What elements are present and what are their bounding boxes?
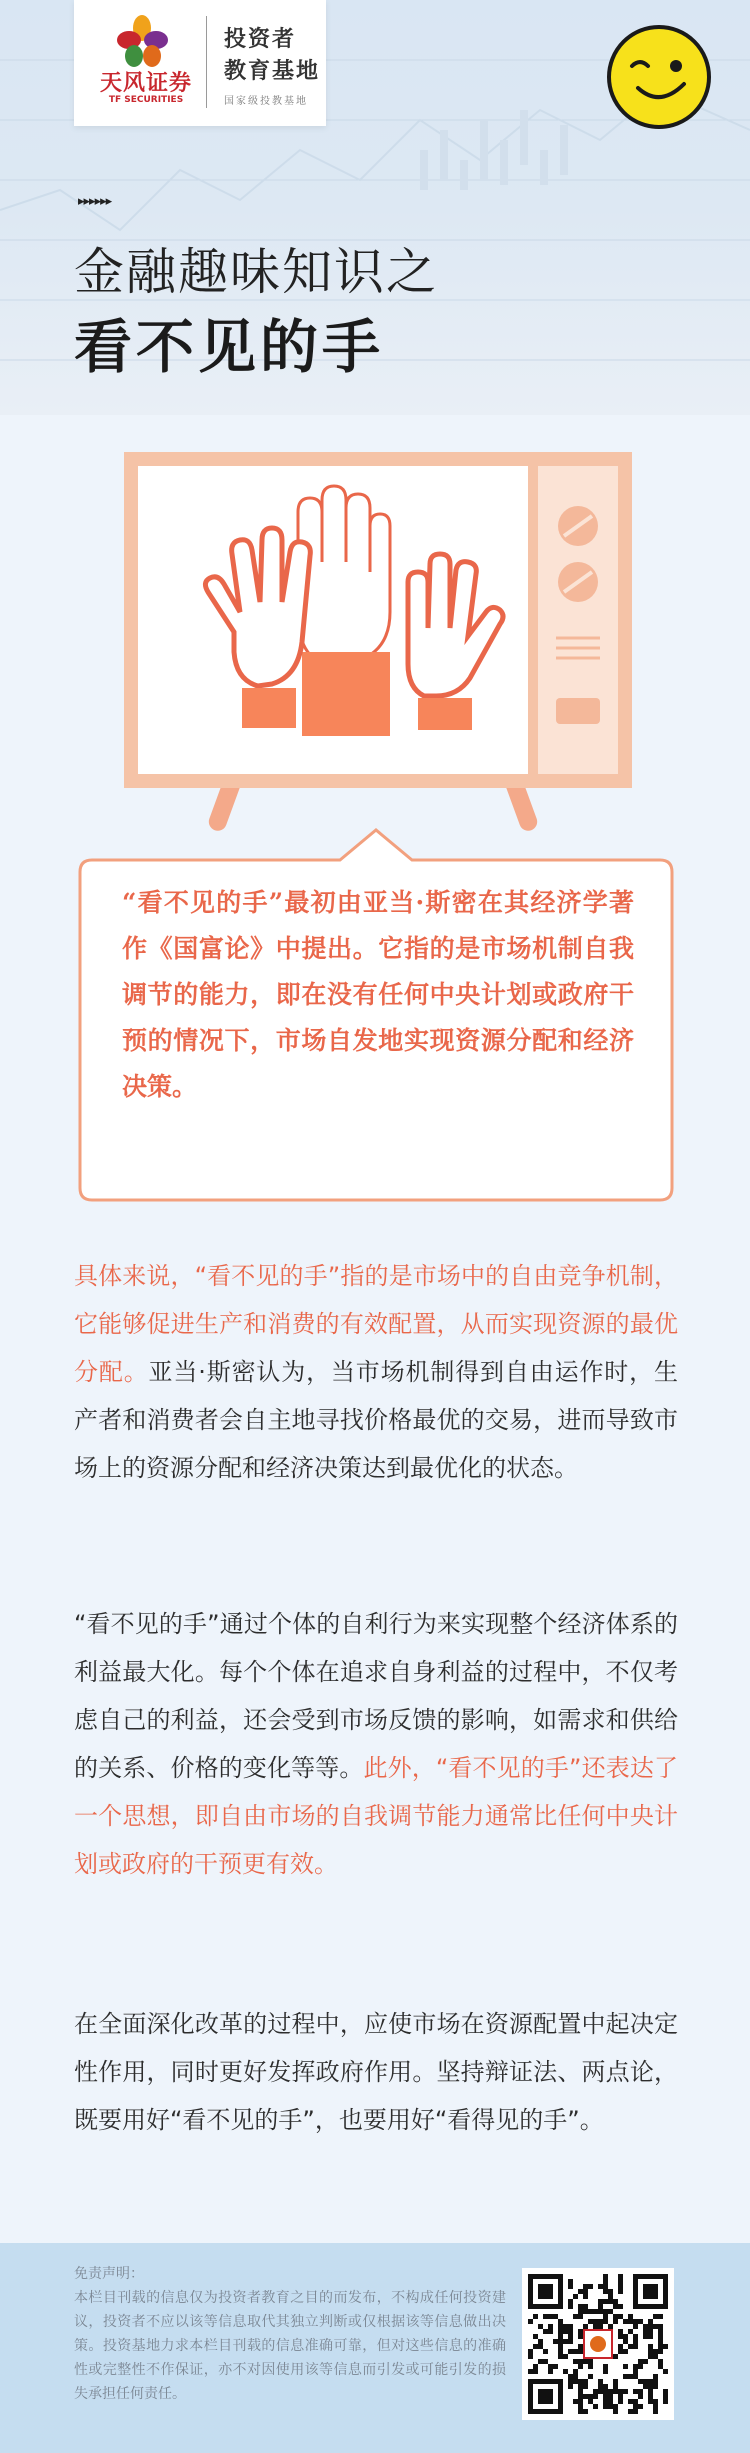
paragraph-3: 在全面深化改革的过程中，应使市场在资源配置中起决定性作用，同时更好发挥政府作用。坚持辩证法、两点论，既要用好“看不见的手”，也要用好“看得见的手”。: [74, 2010, 678, 2134]
callout-text: “看不见的手”最初由亚当·斯密在其经济学著作《国富论》中提出。它指的是市场机制自我调节的能力，即在没有任何中央计划或政府干预的情况下，市场自发地实现资源分配和经济决策。: [122, 888, 634, 1101]
paragraph-1: [74, 1252, 678, 1492]
winking-smiley-icon: [604, 22, 714, 132]
paragraph-2: [74, 1600, 678, 1888]
brand-name-en: TF SECURITIES: [108, 95, 184, 105]
disclaimer: [74, 2262, 506, 2406]
brand-logo-card: [74, 0, 326, 126]
paragraph-2-highlight: 此外，“看不见的手”还表达了一个思想，即自由市场的自我调节能力通常比任何中央计划或政府的干预更有效。: [74, 1754, 678, 1878]
paragraph-1-text: 亚当·斯密认为，当市场机制得到自由运作时，生产者和消费者会自主地寻找价格最优的交易，进而导致市场上的资源分配和经济决策达到最优化的状态。: [74, 1358, 678, 1482]
edu-base-line1: 投资者: [224, 27, 297, 52]
disclaimer-title: 免责声明：: [74, 2266, 144, 2282]
disclaimer-text: 本栏目刊载的信息仅为投资者教育之目的而发布，不构成任何投资建议，投资者不应以该等信息取代其独立判断或仅根据该等信息做出决策。投资基地力求本栏目刊载的信息准确可靠，但对这些信息的准确性或完整性不作保证，亦不对因使用该等信息而引发或可能引发的损失承担任何责任。: [74, 2290, 506, 2402]
paragraph-2-text: “看不见的手”通过个体的自利行为来实现整个经济体系的利益最大化。每个个体在追求自身利益的过程中，不仅考虑自己的利益，还会受到市场反馈的影响，如需求和供给的关系、价格的变化等等。: [74, 1610, 678, 1782]
tf-flower-logo-icon: [112, 14, 172, 70]
title-line-1: 金融趣味知识之: [74, 243, 438, 301]
qr-code-icon: [528, 2274, 668, 2414]
brand-name-cn: 天风证券: [99, 71, 192, 96]
qr-code[interactable]: [522, 2268, 674, 2420]
header-banner: [0, 0, 750, 415]
tv-illustration: [124, 452, 632, 844]
decorative-arrows: ▸▸▸▸▸▸: [78, 194, 112, 209]
edu-base-sub: 国家级投教基地: [224, 96, 308, 107]
logo-divider: [206, 16, 207, 108]
paragraph-1-highlight: 具体来说，“看不见的手”指的是市场中的自由竞争机制，它能够促进生产和消费的有效配置，从而实现资源的最优分配。: [74, 1262, 678, 1386]
edu-base-line2: 教育基地: [224, 59, 321, 84]
page-title: 看不见的手: [74, 313, 385, 381]
